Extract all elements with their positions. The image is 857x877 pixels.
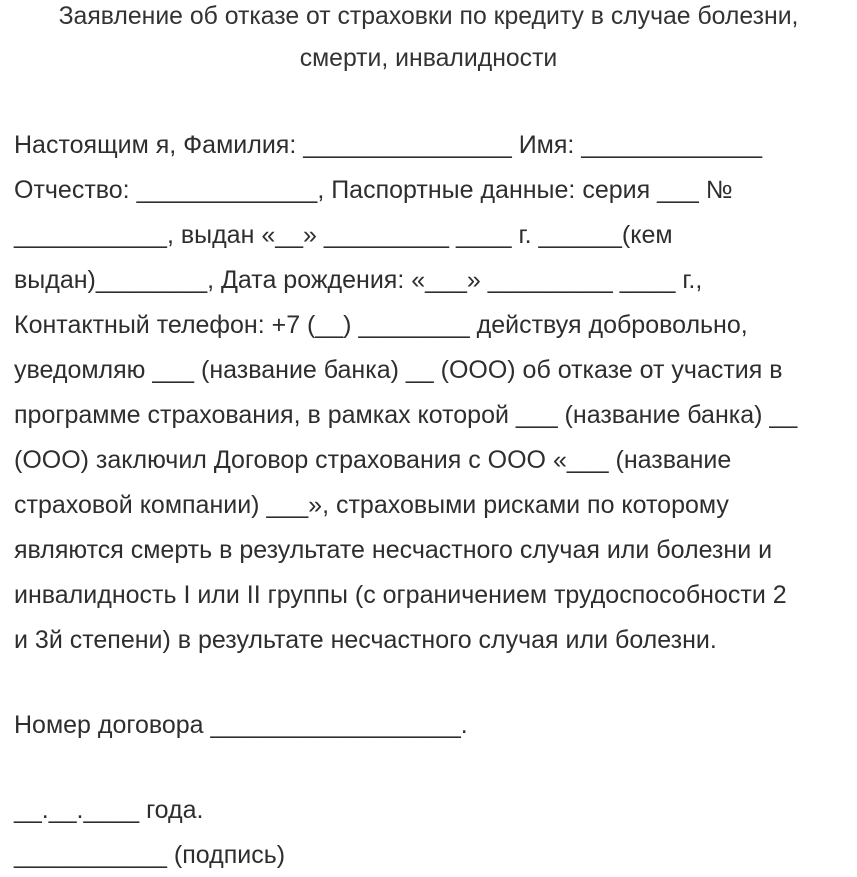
signature-line: ___________ (подпись) xyxy=(14,841,286,869)
body-line-8: (ООО) заключил Договор страхования с ООО «___ (название xyxy=(14,446,732,474)
body-line-1: Настоящим я, Фамилия: _______________ Имя: _____________ xyxy=(14,131,763,159)
body-line-4: выдан)________, Дата рождения: «___» _________ ____ г., xyxy=(14,266,703,294)
contract-number-line: Номер договора __________________. xyxy=(14,711,468,739)
body-line-3: ___________, выдан «__» _________ ____ г. ______(кем xyxy=(14,221,673,249)
body-line-9: страховой компании) ___», страховыми рисками по которому xyxy=(14,491,729,519)
body-line-10: являются смерть в результате несчастного случая или болезни и xyxy=(14,536,773,564)
date-line: __.__.____ года. xyxy=(14,796,204,824)
document-title-line-1: Заявление об отказе от страховки по кредиту в случае болезни, xyxy=(58,3,799,30)
body-line-11: инвалидность I или II группы (с ограничением трудоспособности 2 xyxy=(14,581,787,609)
body-line-6: уведомляю ___ (название банка) __ (ООО) об отказе от участия в xyxy=(14,356,783,384)
document-title-line-2: смерти, инвалидности xyxy=(299,45,558,72)
body-line-5: Контактный телефон: +7 (__) ________ действуя добровольно, xyxy=(14,311,748,339)
body-line-7: программе страхования, в рамках которой ___ (название банка) __ xyxy=(14,401,798,429)
body-line-12: и 3й степени) в результате несчастного случая или болезни. xyxy=(14,626,717,654)
body-line-2: Отчество: _____________, Паспортные данные: серия ___ № xyxy=(14,176,733,204)
